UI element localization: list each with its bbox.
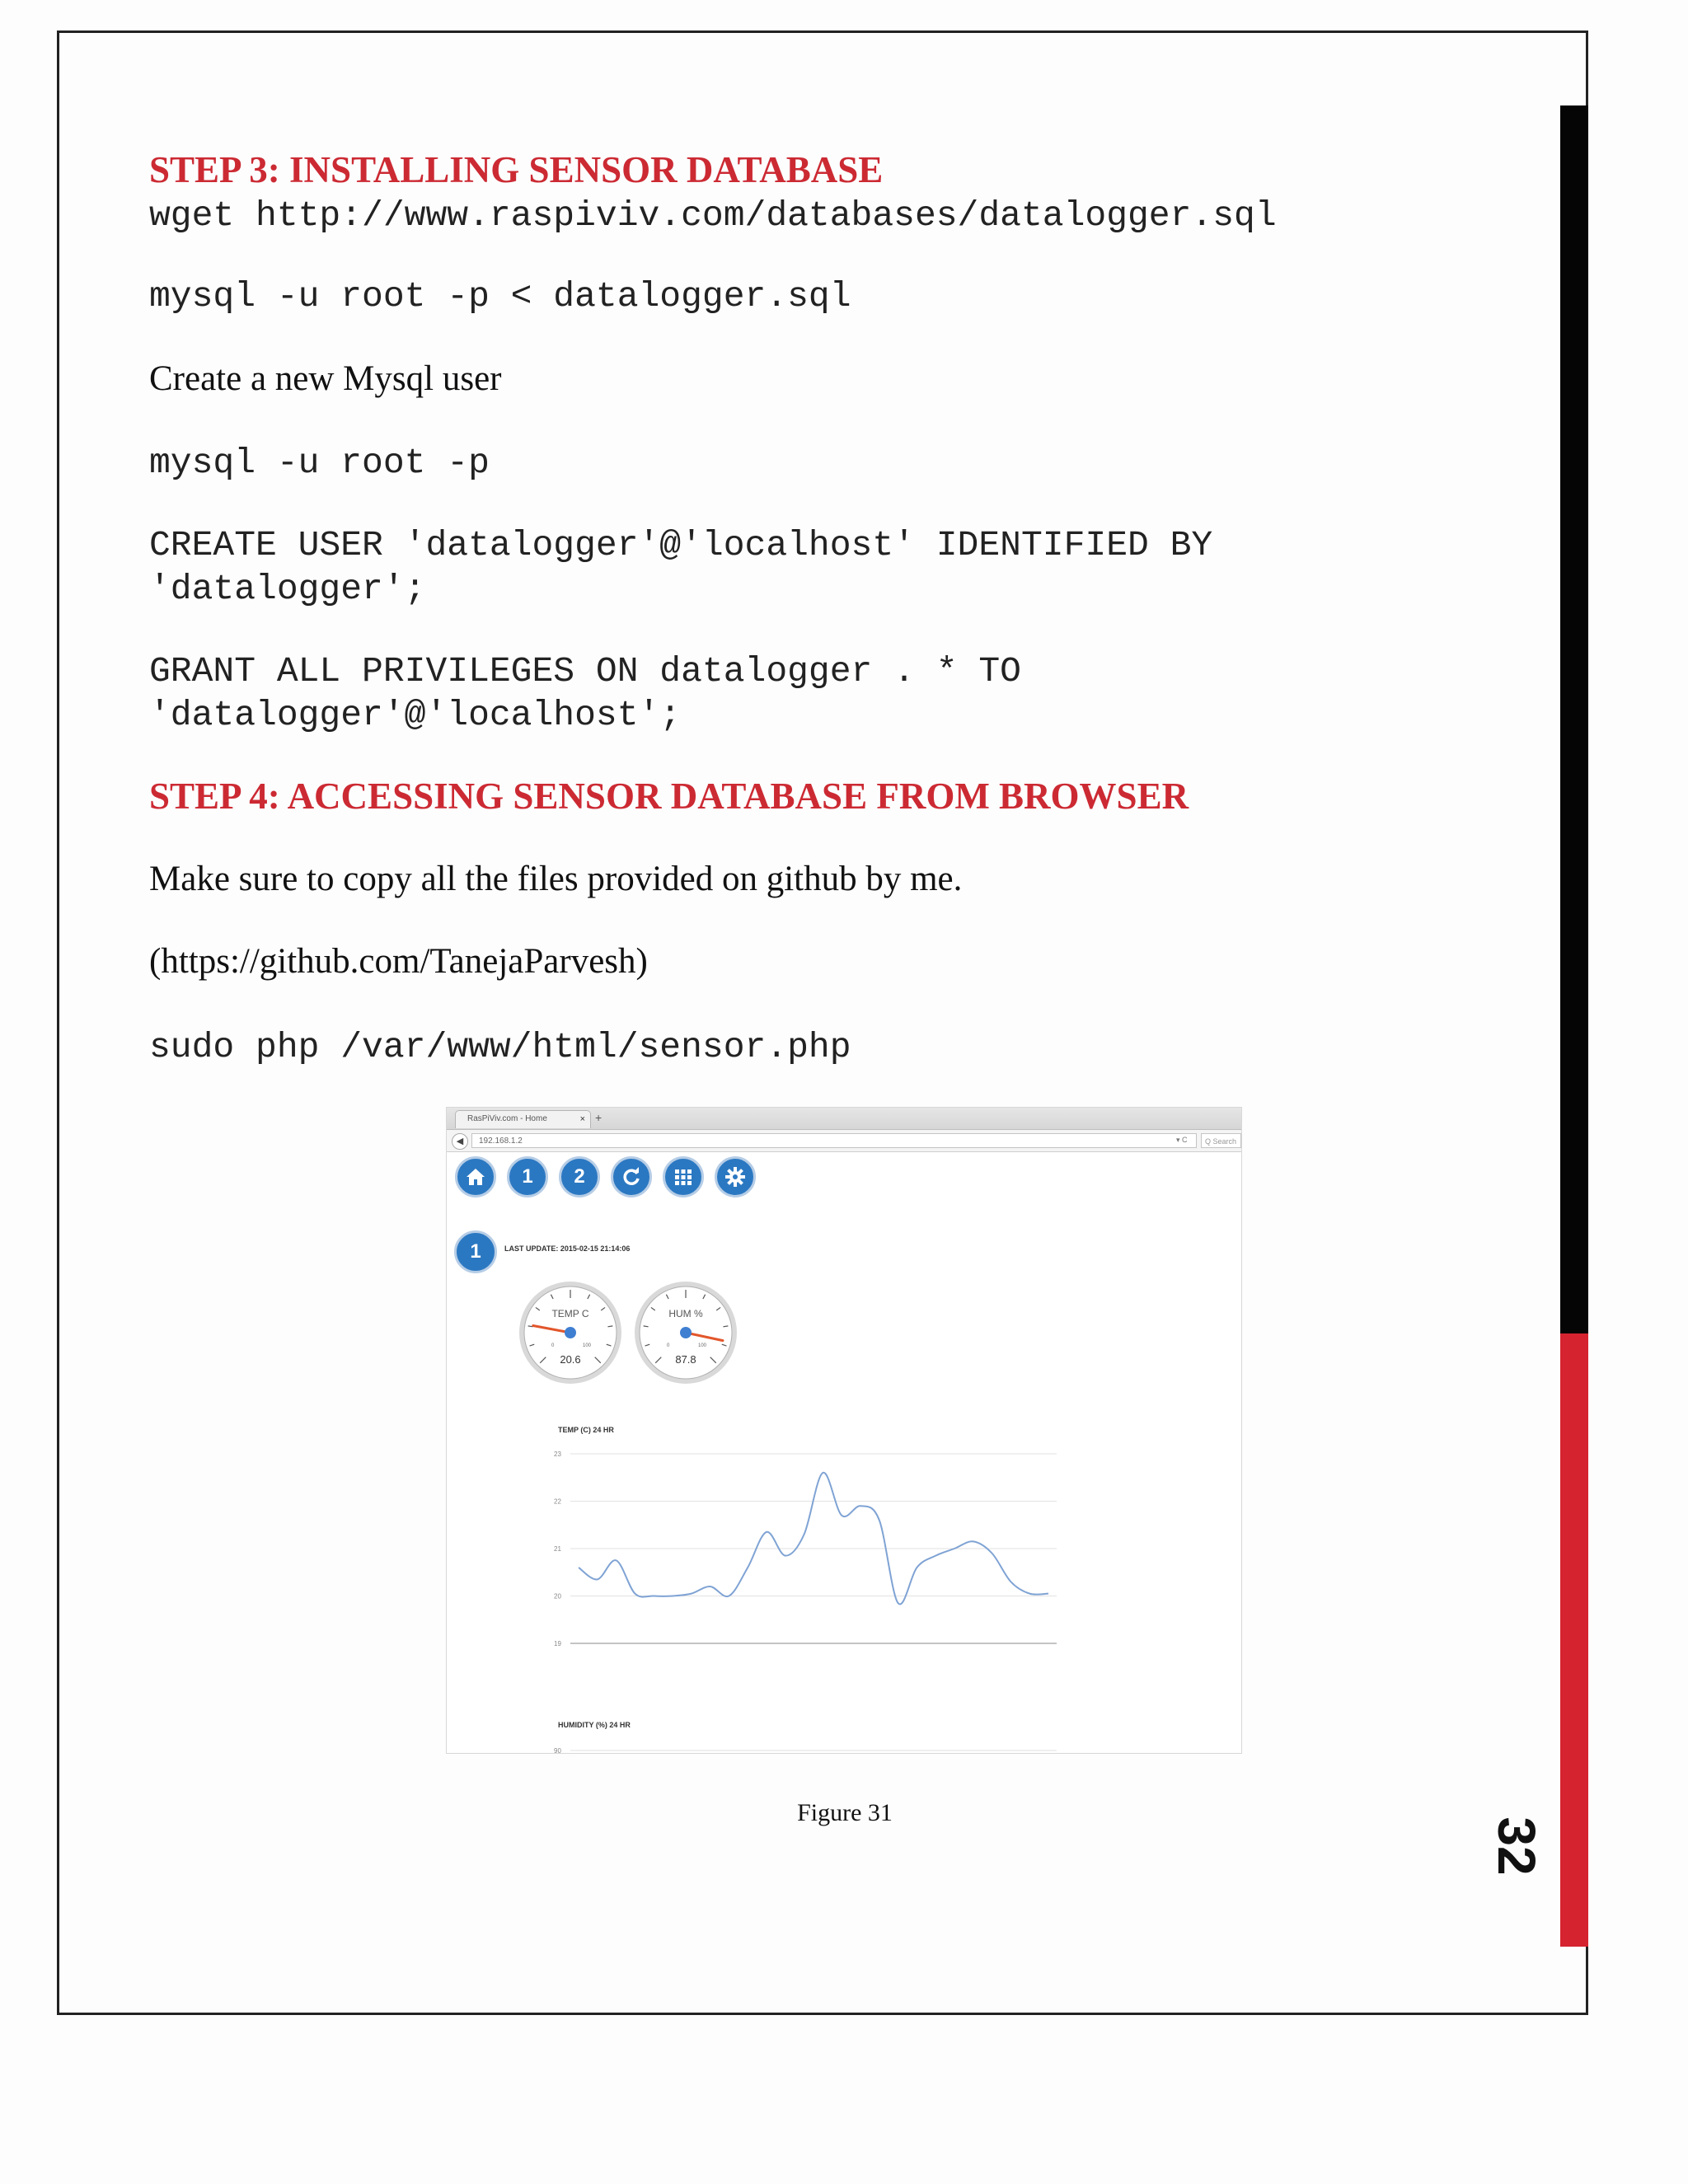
device-badge: 1 [454,1230,497,1273]
code-grant-line2: 'datalogger'@'localhost'; [149,695,682,735]
gauge-value: 20.6 [560,1353,581,1366]
home-button[interactable] [455,1156,496,1197]
code-create-user-line2: 'datalogger'; [149,569,426,609]
step4-heading: STEP 4: ACCESSING SENSOR DATABASE FROM BROWSER [149,776,1189,817]
para-copy-files: Make sure to copy all the files provided on github by me. [149,860,963,898]
y-tick-label: 19 [554,1640,561,1647]
code-sudo-php: sudo php /var/www/html/sensor.php [149,1027,851,1067]
gauge-label: HUM % [668,1308,703,1319]
last-update-text: LAST UPDATE: 2015-02-15 21:14:06 [504,1244,631,1253]
url-input[interactable]: 192.168.1.2 [471,1133,1197,1148]
device-1-button[interactable]: 1 [507,1156,548,1197]
home-icon [465,1167,486,1187]
gauge-label: TEMP C [551,1308,589,1319]
page-number: 32 [1487,1816,1546,1876]
temp-gauge [517,1279,624,1386]
grid-icon [673,1167,693,1187]
y-tick-label: 23 [554,1451,561,1458]
search-input[interactable]: Q Search [1201,1133,1241,1148]
y-tick-label: 20 [554,1592,561,1601]
close-icon[interactable]: × [579,1114,585,1124]
humidity-chart [529,1727,1073,1754]
browser-tab-bar [447,1108,1241,1130]
side-bar-red [1560,1333,1588,1947]
gauge-max: 100 [583,1343,592,1348]
y-tick-label: 22 [554,1497,561,1506]
code-mysql-import: mysql -u root -p < datalogger.sql [149,276,851,316]
gauge-hub [680,1327,692,1338]
code-mysql-login: mysql -u root -p [149,443,490,483]
para-create-user: Create a new Mysql user [149,359,502,398]
gear-icon [724,1166,746,1188]
gauge-min: 0 [551,1343,555,1348]
refresh-button[interactable] [611,1156,652,1197]
code-wget: wget http://www.raspiviv.com/databases/datalogger.sql [149,195,1277,236]
gauge-min: 0 [667,1343,670,1348]
side-bar-black [1560,105,1588,1333]
tab-title: RasPiViv.com - Home [467,1114,547,1123]
gauge-max: 100 [698,1343,707,1348]
gauge-value: 87.8 [675,1353,696,1366]
temp-series-line [579,1473,1048,1605]
y-tick-label: 90 [554,1747,561,1755]
humidity-chart-title: HUMIDITY (%) 24 HR [558,1721,631,1729]
step3-heading: STEP 3: INSTALLING SENSOR DATABASE [149,149,884,190]
refresh-icon [621,1166,642,1188]
gauge-hub [565,1327,576,1338]
humidity-gauge [632,1279,739,1386]
back-icon[interactable]: ◀ [452,1133,468,1150]
temp-chart-title: TEMP (C) 24 HR [558,1426,614,1434]
settings-button[interactable] [715,1156,756,1197]
figure-caption: Figure 31 [797,1799,893,1826]
grid-button[interactable] [663,1156,704,1197]
new-tab-button[interactable]: + [595,1111,603,1124]
browser-url-bar [447,1130,1241,1152]
code-grant-line1: GRANT ALL PRIVILEGES ON datalogger . * TO [149,651,1021,691]
browser-tab[interactable] [455,1110,591,1128]
device-2-button[interactable]: 2 [559,1156,600,1197]
para-github-link: (https://github.com/TanejaParvesh) [149,942,648,981]
reload-icon[interactable]: ▾ C [1176,1136,1188,1144]
temp-chart [529,1437,1073,1676]
y-tick-label: 21 [554,1545,561,1553]
code-create-user-line1: CREATE USER 'datalogger'@'localhost' IDENTIFIED BY [149,525,1213,565]
figure-screenshot [446,1107,1242,1754]
